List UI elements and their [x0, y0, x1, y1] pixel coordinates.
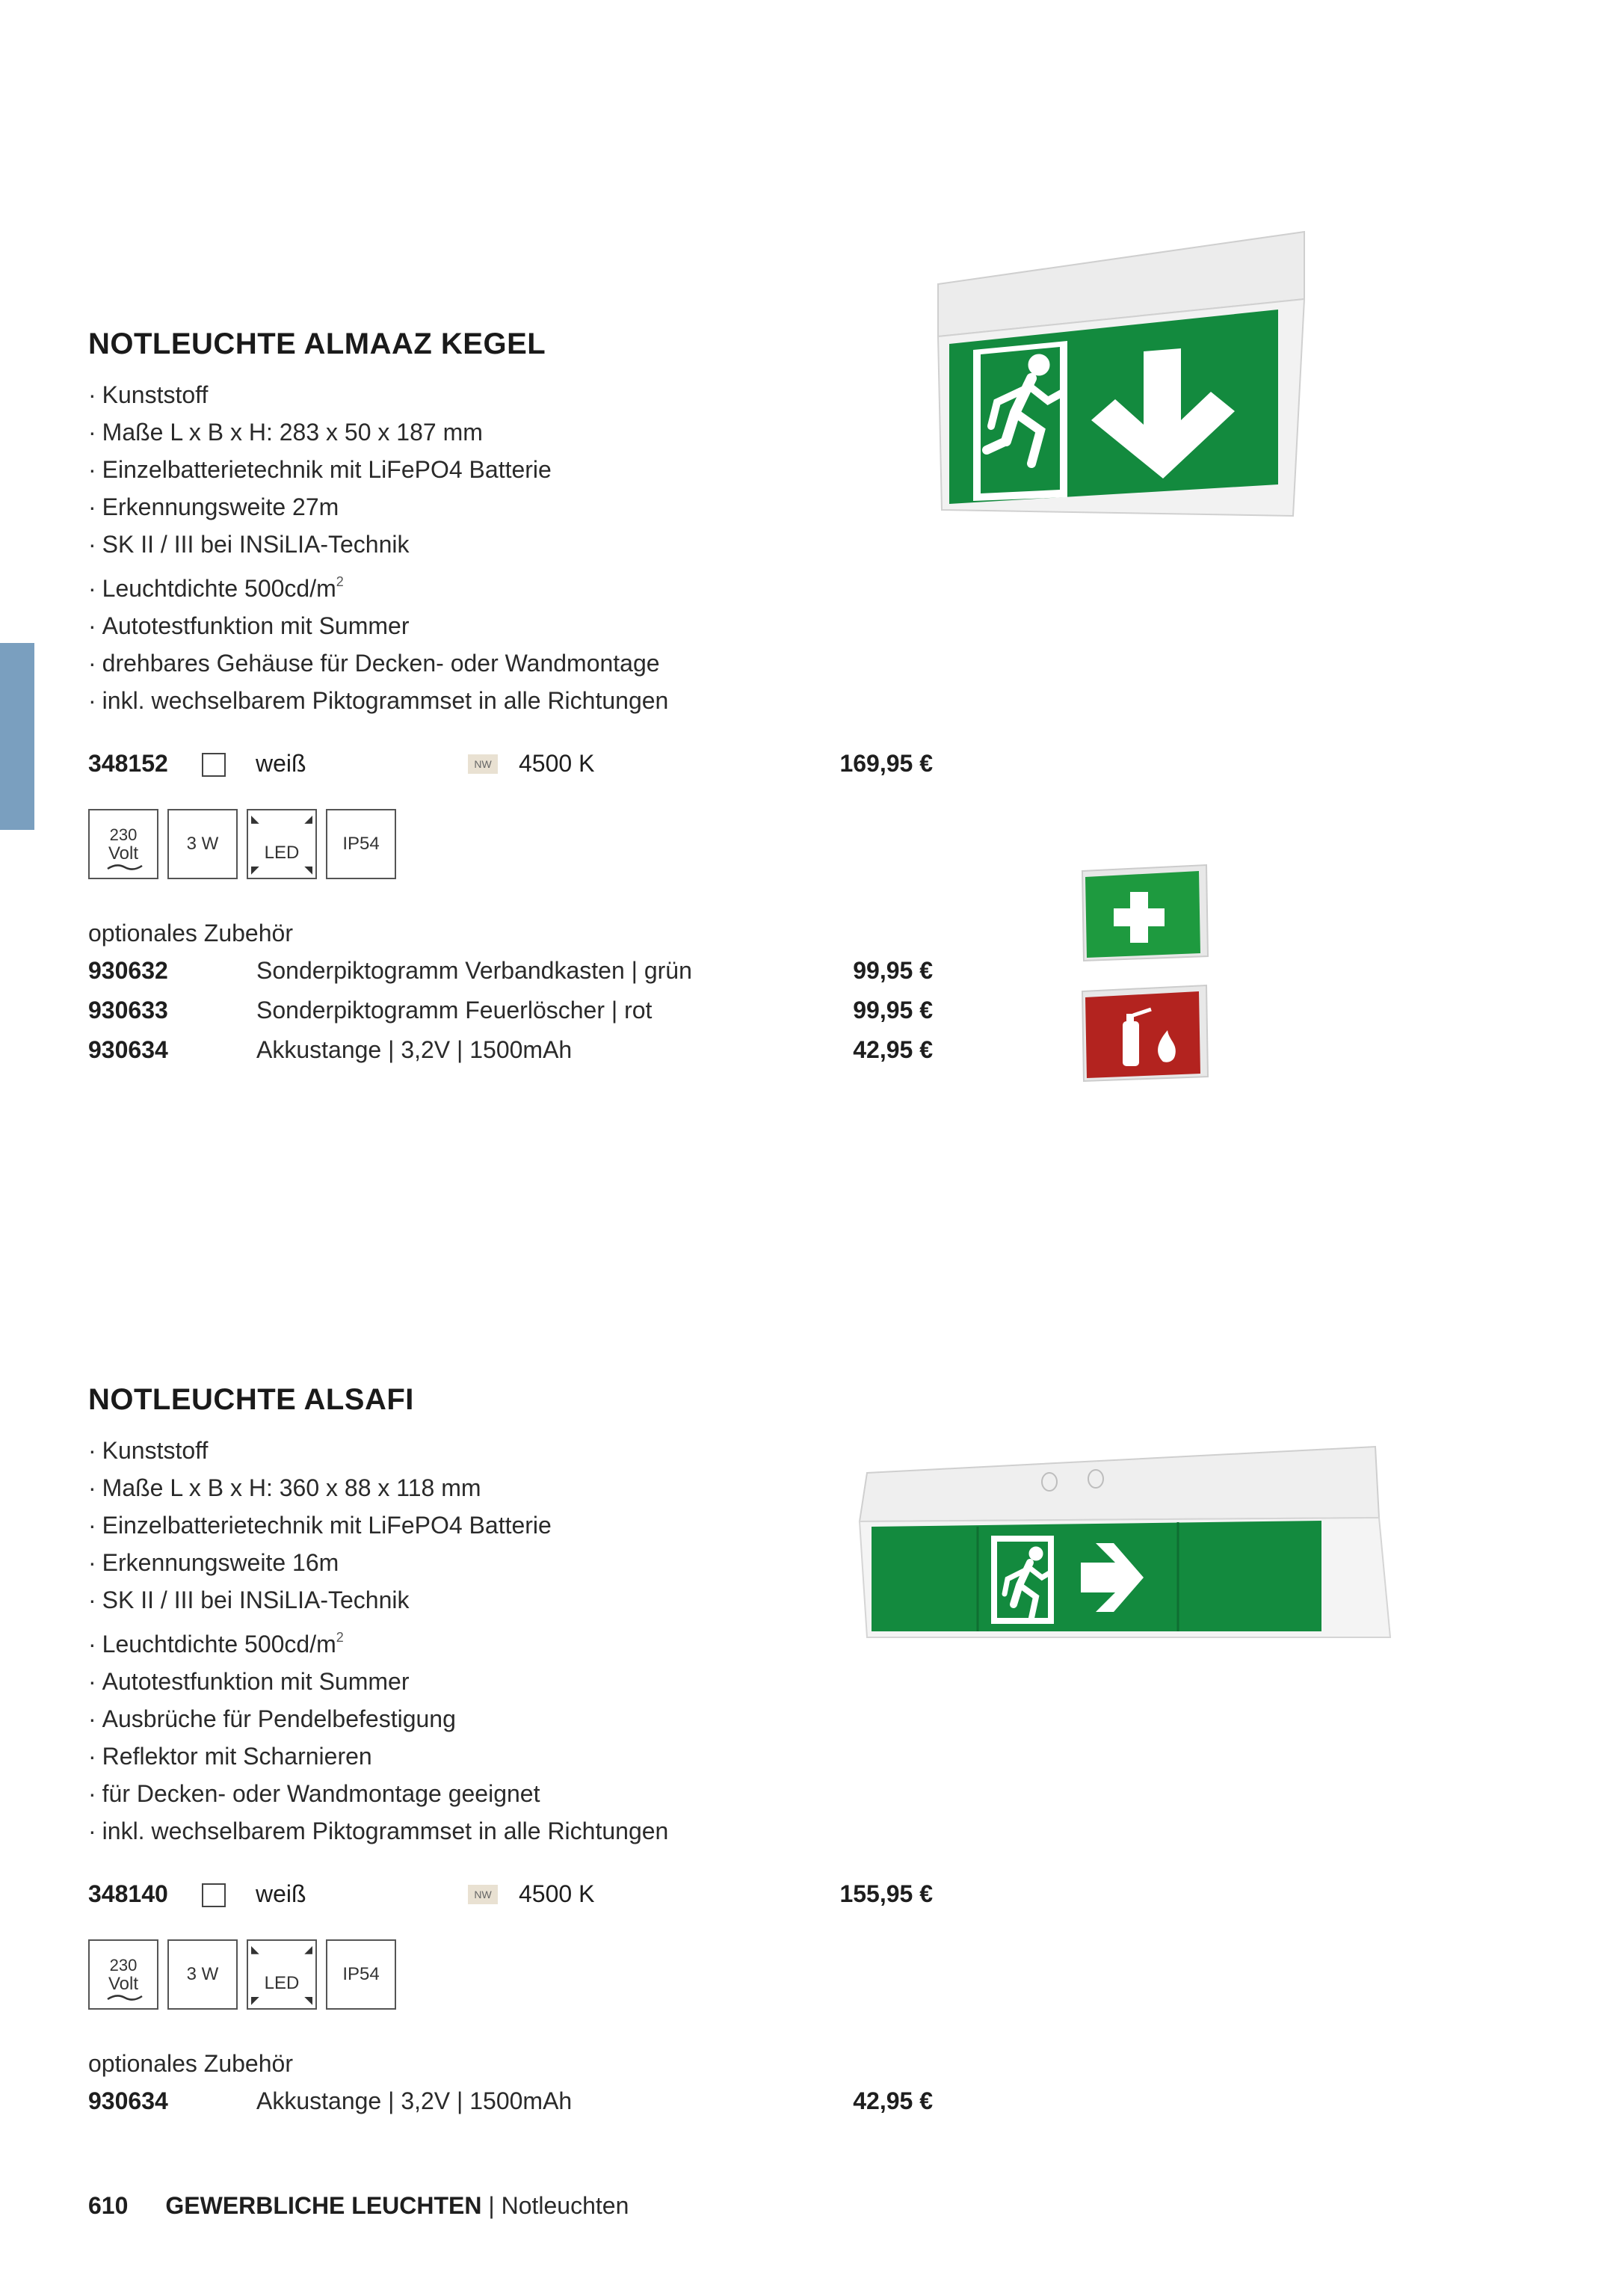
feature-item: · SK II / III bei INSiLIA-Technik [88, 1586, 410, 1613]
color-label: weiß [256, 750, 306, 777]
feature-item: · Kunststoff [88, 381, 209, 408]
accessory-row: 930634 Akkustange | 3,2V | 1500mAh 42,95 € [88, 2087, 933, 2114]
spec-icons [88, 1939, 933, 2011]
product-image-alsafi [852, 1435, 1398, 1652]
feature-item: · Leuchtdichte $500cd/m^2$ [88, 574, 344, 602]
ac-wave-icon [106, 1993, 144, 2002]
feature-item: · Reflektor mit Scharnieren [88, 1743, 372, 1770]
accessory-row: 930634 Akkustange | 3,2V | 1500mAh 42,95 € [88, 1036, 933, 1063]
feature-item: · Autotestfunktion mit Summer [88, 612, 410, 639]
article-number: 348152 [88, 750, 168, 777]
accessory-image-fire-extinguisher [1079, 984, 1214, 1089]
feature-item: · Ausbrüche für Pendelbefestigung [88, 1705, 456, 1732]
spec-icons [88, 809, 933, 881]
footer-separator: | [481, 2192, 502, 2219]
article-number: 348140 [88, 1880, 168, 1907]
feature-item: · Maße L x B x H: 360 x 88 x 118 mm [88, 1474, 481, 1501]
page-number: 610 [88, 2192, 129, 2219]
feature-item: · inkl. wechselbarem Piktogrammset in alle Richtungen [88, 687, 669, 714]
wattage-icon: 3 W [167, 809, 238, 879]
subsection-title: Notleuchten [501, 2192, 629, 2219]
feature-item: · Einzelbatterietechnik mit LiFePO4 Batterie [88, 1512, 552, 1539]
product-title: NOTLEUCHTE ALMAAZ KEGEL [88, 327, 546, 360]
product-alsafi [88, 1383, 933, 2121]
led-icon: ◣ ◢ ◤ ◥ LED [247, 1939, 317, 2010]
feature-item: · drehbares Gehäuse für Decken- oder Wandmontage [88, 650, 660, 677]
color-label: weiß [256, 1880, 306, 1907]
feature-list [88, 376, 933, 719]
feature-item: · Maße L x B x H: 283 x 50 x 187 mm [88, 419, 483, 446]
feature-item: · Autotestfunktion mit Summer [88, 1668, 410, 1695]
accessory-title: optionales Zubehör [88, 920, 293, 947]
accessory-row: 930633 Sonderpiktogramm Feuerlöscher | rot 99,95 € [88, 997, 933, 1024]
order-row [88, 745, 933, 782]
wattage-icon: 3 W [167, 1939, 238, 2010]
ac-wave-icon [106, 863, 144, 872]
ip-rating-icon: IP54 [326, 1939, 396, 2010]
price: 169,95 € [839, 750, 933, 777]
color-temperature: 4500 K [519, 1880, 595, 1907]
color-temperature: 4500 K [519, 750, 595, 777]
feature-item: · Kunststoff [88, 1437, 209, 1464]
light-color-badge: NW [468, 1885, 498, 1904]
feature-item: · SK II / III bei INSiLIA-Technik [88, 531, 410, 558]
feature-item: · inkl. wechselbarem Piktogrammset in alle Richtungen [88, 1818, 669, 1844]
product-almaaz-kegel [88, 327, 933, 1070]
voltage-icon: 230 Volt [88, 809, 158, 879]
order-row [88, 1875, 933, 1912]
feature-item: · Erkennungsweite 16m [88, 1549, 339, 1576]
accessory-row: 930632 Sonderpiktogramm Verbandkasten | grün 99,95 € [88, 957, 933, 984]
product-title: NOTLEUCHTE ALSAFI [88, 1383, 414, 1416]
color-swatch[interactable] [202, 753, 226, 777]
color-swatch[interactable] [202, 1883, 226, 1907]
section-title: GEWERBLICHE LEUCHTEN [165, 2192, 482, 2219]
feature-item: · Einzelbatterietechnik mit LiFePO4 Batterie [88, 456, 552, 483]
accessory-title: optionales Zubehör [88, 2050, 293, 2077]
product-image-almaaz-kegel [934, 224, 1315, 523]
feature-item: · Leuchtdichte $500cd/m^2$ [88, 1630, 344, 1658]
ip-rating-icon: IP54 [326, 809, 396, 879]
led-icon: ◣ ◢ ◤ ◥ LED [247, 809, 317, 879]
accessory-image-first-aid [1079, 864, 1214, 968]
section-side-tab [0, 643, 34, 830]
feature-item: · Erkennungsweite 27m [88, 493, 339, 520]
page-footer [88, 2187, 629, 2224]
feature-list [88, 1432, 933, 1850]
light-color-badge: NW [468, 754, 498, 774]
voltage-icon: 230 Volt [88, 1939, 158, 2010]
price: 155,95 € [839, 1880, 933, 1907]
feature-item: · für Decken- oder Wandmontage geeignet [88, 1780, 540, 1807]
